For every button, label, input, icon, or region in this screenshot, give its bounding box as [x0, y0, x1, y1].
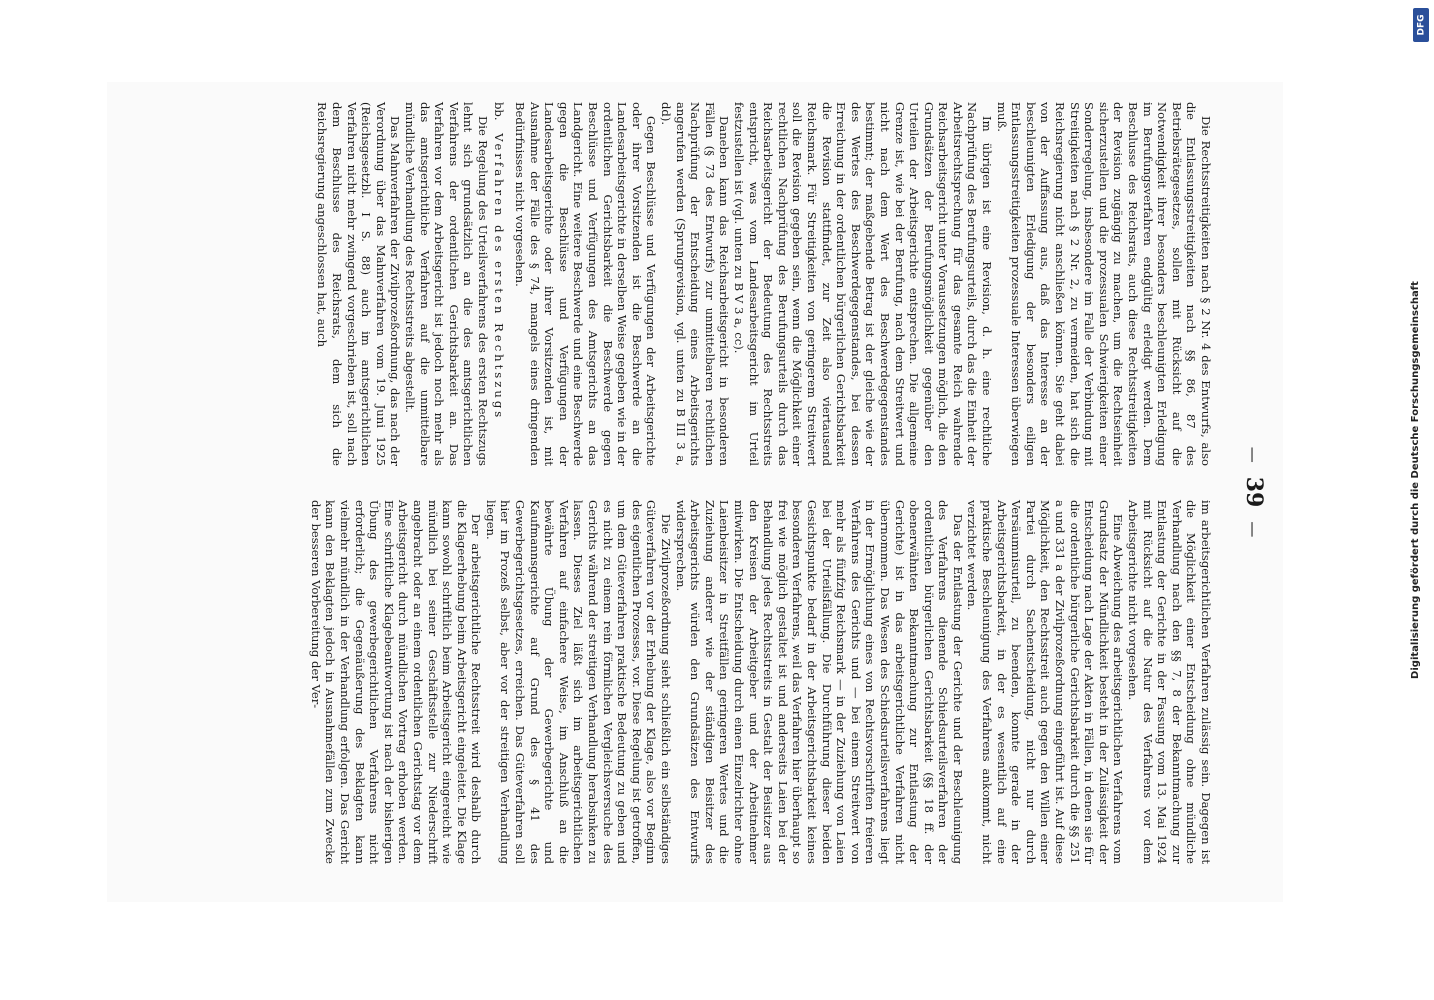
paragraph: Das der Entlastung der Gerichte und der Beschleunigung des Verfahrens dienende Schiedsurteilsverfahren der ordentlichen bürgerlichen Gerichtsbarkeit (§§ 18 ff. der obenerwähnten Bekanntmachung zur Entlastung der Gerichte) ist in das arbeitsgerichtliche Verfahren nicht übernommen. Das Wesen des Schiedsurteilsverfahrens liegt in der Ermöglichung eines von Rechtsvorschriften freieren Verfahrens des Gerichts und — bei einem Streitwert von mehr als fünfzig Reichsmark — in der Zuziehung von Laien bei der Urteilsfällung. Die Durchführung dieser beiden Gesichtspunkte bedarf in der Arbeitsgerichtsbarkeit keines besonderen Verfahrens, weil das Verfahren hier überhaupt so frei wie möglich gestaltet ist und anderseits Laien bei der Behandlung jedes Rechtsstreits in Gestalt der Beisitzer aus den Kreisen der Arbeitgeber und der Arbeitnehmer mitwirken. Die Entscheidung durch einen Einzelrichter ohne Laienbeisitzer in Streitfällen geringeren Wertes und die Zuziehung anderer wie der ständigen Beisitzer des Arbeitsgerichts würden den Grundsätzen des Entwurfs widersprechen. — [673, 500, 965, 864]
section-heading-number: bb. — [492, 102, 507, 121]
paragraph: Die Zivilprozeßordnung sieht schließlich ein selbständiges Güteverfahren vor der Erhebung der Klage, also vor Beginn des eigentlichen Prozesses, vor. Diese Regelung ist getroffen, um dem Güteverfahren praktische Bedeutung zu geben und es nicht zu einem rein förmlichen Vergleichsversuche des Gerichts während der streitigen Verhandlung herabsinken zu lassen. Dieses Ziel läßt sich im arbeitsgerichtlichen Verfahren auf einfachere Weise, im Anschluß an die bewährte Übung der Gewerbegerichte und Kaufmannsgerichte auf Grund des § 41 des Gewerbegerichtsgesetzes, erreichen. Das Güteverfahren soll hier im Prozeß selbst, aber vor der streitigen Verhandlung liegen. — [483, 500, 674, 864]
paragraph: Im übrigen ist eine Revision, d. h. eine rechtliche Nachprüfung des Berufungsurteils, durch das die Einheit der Arbeitsrechtsprechung für das gesamte Reich wahrende Reichsarbeitsgericht unter Voraussetzungen möglich, die den Grundsätzen der Berufungsmöglichkeit gegenüber den Urteilen der Arbeitsgerichte entsprechen. Die allgemeine Grenze ist, wie bei der Berufung, nach dem Streitwert und nicht nach dem Wert des Beschwerdegegenstandes bestimmt; der maßgebende Betrag ist der gleiche wie der des Wertes des Beschwerdegegenstandes, bei dessen Erreichung in der ordentlichen bürgerlichen Gerichtsbarkeit die Revision stattfindet, zur Zeit also viertausend Reichsmark. Für Streitigkeiten von geringerem Streitwert soll die Revision gegeben sein, wenn die Möglichkeit einer rechtlichen Nachprüfung des Berufungsurteils durch das Reichsarbeitsgericht der Bedeutung des Rechtsstreits entspricht, was vom Landesarbeitsgericht im Urteil festzustellen ist (vgl. unten zu B V 3 a, cc). — [732, 102, 995, 466]
digitization-note-text: Digitalisierung gefördert durch die Deutsche Forschungsgemeinschaft — [1409, 281, 1421, 679]
paragraph: Daneben kann das Reichsarbeitsgericht in besonderen Fällen (§ 73 des Entwurfs) zur unmittelbaren rechtlichen Nachprüfung der Entscheidung eines Arbeitsgerichts angerufen werden (Sprungrevision, vgl. unten zu B III 3 a, dd). — [659, 102, 732, 466]
section-heading-text: Verfahren des ersten Rechtszugs — [492, 133, 507, 421]
dfg-logo-text: DFG — [1416, 14, 1427, 36]
paragraph: Eine Abweichung des arbeitsgerichtlichen Verfahrens vom Grundsatz der Mündlichkeit besteht in der Zulässigkeit der Entscheidung nach Lage der Akten in Fällen, in denen sie für die ordentliche bürgerliche Gerichtsbarkeit durch die §§ 251 a und 331 a der Zivilprozeßordnung eingeführt ist. Auf diese Möglichkeit, den Rechtsstreit auch gegen den Willen einer Partei durch Sachentscheidung, nicht nur durch Versäumnisurteil, zu beenden, konnte gerade in der Arbeitsgerichtsbarkeit, in der es wesentlich auf eine praktische Beschleunigung des Verfahrens ankommt, nicht verzichtet werden. — [965, 500, 1126, 864]
header-dash-right: — — [1244, 521, 1264, 538]
scanned-page — [107, 82, 1283, 902]
text-column-left — [113, 102, 1213, 466]
header-dash-left: — — [1244, 446, 1264, 463]
paragraph: Gegen Beschlüsse und Verfügungen der Arbeitsgerichte oder ihrer Vorsitzenden ist die Beschwerde an die Landesarbeitsgerichte in derselben Weise gegeben wie in der ordentlichen Gerichtsbarkeit die Beschwerde gegen Beschlüsse und Verfügungen des Amtsgerichts an das Landgericht. Eine weitere Beschwerde und eine Beschwerde gegen die Beschlüsse und Verfügungen der Landesarbeitsgerichte oder ihrer Vorsitzenden ist, mit Ausnahme der Fälle des § 74, mangels eines dringenden Bedürfnisses nicht vorgesehen. — [513, 102, 659, 466]
paragraph: Das Mahnverfahren der Zivilprozeßordnung, das nach der Verordnung über das Mahnverfahren vom 19. Juni 1925 (Reichsgesetzbl. I S. 88) auch im amtsgerichtlichen Verfahren nicht mehr zwingend vorgeschrieben ist, soll nach dem Beschlusse des Reichsrats, dem sich die Reichsregierung angeschlossen hat, auch — [315, 102, 403, 466]
paragraph: Die Rechtsstreitigkeiten nach § 2 Nr. 4 des Entwurfs, also die Entlassungsstreitigkeiten nach §§ 86, 87 des Betriebsrätegesetzes, sollen mit Rücksicht auf die Notwendigkeit ihrer besonders beschleunigten Erledigung im Berufungsverfahren endgültig erledigt werden. Dem Beschlusse des Reichsrats, auch diese Rechtsstreitigkeiten der Revision zugängig zu machen, um die Rechtseinheit sicherzustellen und die prozessualen Schwierigkeiten einer Sonderregelung, insbesondere im Falle der Verbindung mit Streitigkeiten nach § 2 Nr. 2, zu vermeiden, hat sich die Reichsregierung nicht anschließen können. Sie geht dabei von der Auffassung aus, daß das Interesse an der beschleunigten Erledigung der besonders eiligen Entlassungsstreitigkeiten prozessuale Interessen überwiegen muß. — [994, 102, 1213, 466]
page-header — [1237, 82, 1271, 902]
paragraph: Die Regelung des Urteilsverfahrens des ersten Rechtszugs lehnt sich grundsätzlich an die des amtsgerichtlichen Verfahrens der ordentlichen Gerichtsbarkeit an. Das Verfahren vor dem Arbeitsgericht ist jedoch noch mehr als das amtsgerichtliche Verfahren auf die unmittelbare mündliche Verhandlung des Rechtsstreits abgestellt. — [402, 102, 490, 466]
page-number: 39 — [1241, 476, 1267, 508]
text-column-right — [113, 500, 1213, 864]
dfg-logo — [1413, 8, 1429, 42]
section-heading — [492, 102, 507, 466]
paragraph: Der arbeitsgerichtliche Rechtsstreit wird deshalb durch die Klageerhebung beim Arbeitsgericht eingeleitet. Die Klage kann sowohl schriftlich beim Arbeitsgericht eingereicht wie mündlich bei seiner Geschäftsstelle zur Niederschrift angebracht oder an einem ordentlichen Gerichtstag vor dem Arbeitsgericht durch mündlichen Vortrag erhoben werden. Eine schriftliche Klagebeantwortung ist nach der bisherigen Übung des gewerbegerichtlichen Verfahrens nicht erforderlich; die Gegenäußerung des Beklagten kann vielmehr mündlich in der Verhandlung erfolgen. Das Gericht kann den Beklagten jedoch in Ausnahmefällen zum Zwecke der besseren Vorbereitung der Ver- — [308, 500, 484, 864]
paragraph: im arbeitsgerichtlichen Verfahren zulässig sein. Dagegen ist die Möglichkeit einer Entscheidung ohne mündliche Verhandlung nach den §§ 7, 8 der Bekanntmachung zur Entlastung der Gerichte in der Fassung vom 13. Mai 1924 mit Rücksicht auf die Natur des Verfahrens vor dem Arbeitsgerichte nicht vorgesehen. — [1126, 500, 1213, 864]
